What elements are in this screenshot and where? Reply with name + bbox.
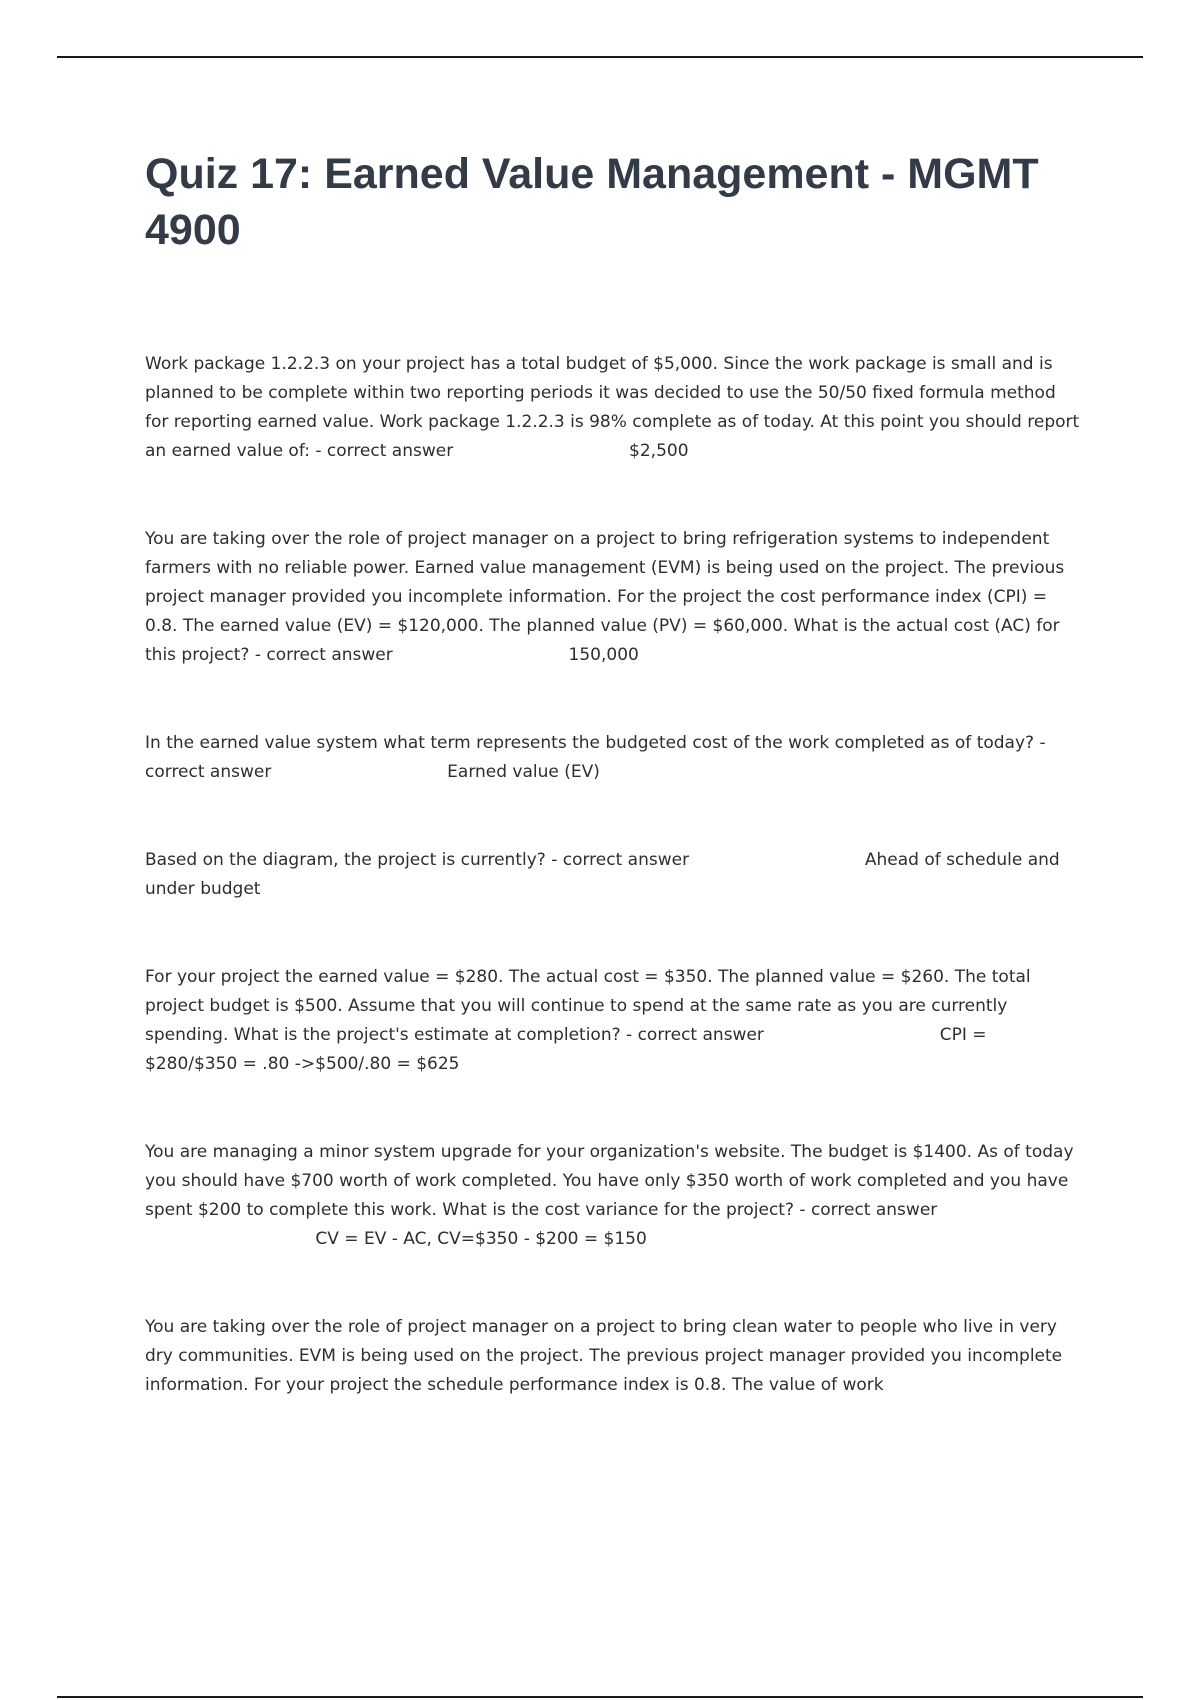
answer-text: 150,000	[568, 645, 639, 665]
answer-text: Earned value (EV)	[447, 762, 600, 782]
qa-list	[145, 350, 1080, 1400]
question-text: In the earned value system what term represents the budgeted cost of the work completed as of today? - correct answer	[145, 733, 1046, 782]
question-text: You are taking over the role of project manager on a project to bring clean water to people who live in very dry communities. EVM is being used on the project. The previous project manager provided you incomplete information. For your project the schedule performance index is 0.8. The value of work	[145, 1317, 1063, 1395]
question-text: Based on the diagram, the project is currently? - correct answer	[145, 850, 690, 870]
question-text: Work package 1.2.2.3 on your project has a total budget of $5,000. Since the work package is small and is planned to be complete within two reporting periods it was decided to use the 50/50 fixed formula method for reporting earned value. Work package 1.2.2.3 is 98% complete as of today. At this point you should report an earned value of: - correct answer	[145, 354, 1080, 461]
top-rule	[57, 56, 1143, 58]
qa-item	[145, 729, 1080, 787]
answer-text: CV = EV - AC, CV=$350 - $200 = $150	[315, 1229, 647, 1249]
qa-item	[145, 1138, 1080, 1254]
bottom-rule	[57, 1696, 1143, 1698]
question-text: You are managing a minor system upgrade for your organization's website. The budget is $1400. As of today you should have $700 worth of work completed. You have only $350 worth of work completed and you have spent $200 to complete this work. What is the cost variance for the project? - correct answer	[145, 1142, 1074, 1220]
document-title: Quiz 17: Earned Value Management - MGMT 4900	[145, 150, 1039, 254]
document-page	[145, 146, 1080, 1459]
answer-text: CPI = $280/$350 = .80 ->$500/.80 = $625	[145, 1025, 987, 1074]
qa-item	[145, 525, 1080, 670]
qa-item	[145, 350, 1080, 466]
qa-item	[145, 846, 1080, 904]
question-text: You are taking over the role of project manager on a project to bring refrigeration systems to independent farmers with no reliable power. Earned value management (EVM) is being used on the project. The previous project manager provided you incomplete information. For the project the cost performance index (CPI) = 0.8. The earned value (EV) = $120,000. The planned value (PV) = $60,000. What is the actual cost (AC) for this project? - correct answer	[145, 529, 1065, 665]
qa-item	[145, 963, 1080, 1079]
answer-text: Ahead of schedule and under budget	[145, 850, 1060, 899]
answer-text: $2,500	[629, 441, 689, 461]
qa-item	[145, 1313, 1080, 1400]
question-text: For your project the earned value = $280. The actual cost = $350. The planned value = $260. The total project budget is $500. Assume that you will continue to spend at the same rate as you are currently spending. What is the project's estimate at completion? - correct answer	[145, 967, 1031, 1045]
